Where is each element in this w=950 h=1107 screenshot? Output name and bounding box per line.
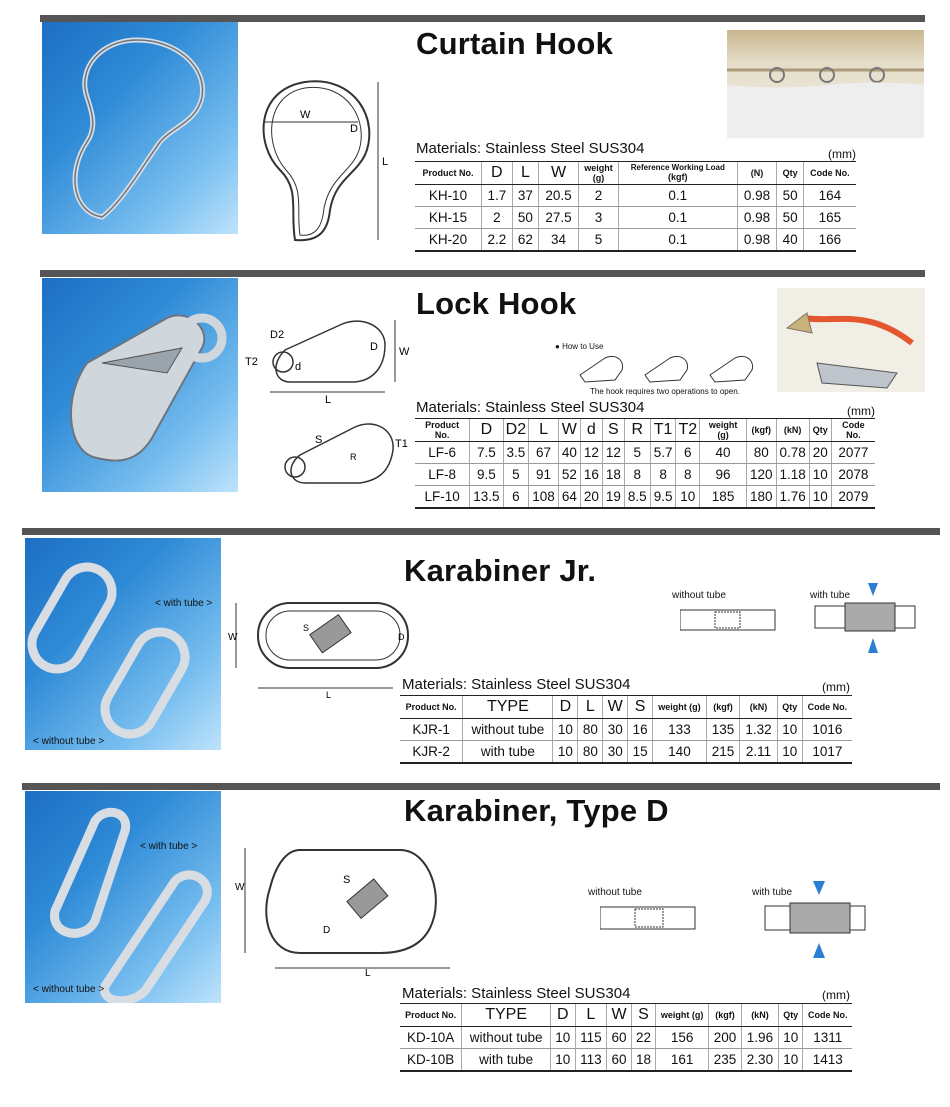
table-cell: KD-10B <box>400 1049 462 1072</box>
table-header-cell: weight (g) <box>653 696 707 719</box>
table-cell: 16 <box>580 464 602 486</box>
arrow-down-icon <box>868 583 878 596</box>
photo-with-tube: < with tube > <box>155 598 213 609</box>
table-header-cell: Product No. <box>415 419 470 442</box>
table-cell: 34 <box>539 229 579 252</box>
table-cell: 7.5 <box>470 442 503 464</box>
curtain-hook-image <box>42 22 238 234</box>
table-header-cell: Code No. <box>802 696 852 719</box>
karabiner-jr-image <box>25 538 221 750</box>
table-header-cell: W <box>558 419 580 442</box>
table-header-cell: d <box>580 419 602 442</box>
table-header-cell: S <box>631 1004 656 1027</box>
table-row <box>400 741 852 764</box>
table-cell: 215 <box>706 741 739 764</box>
table-cell: 1.18 <box>776 464 809 486</box>
table-cell: 10 <box>778 1027 803 1049</box>
section-divider <box>22 528 940 535</box>
table-cell: 1.96 <box>741 1027 778 1049</box>
table-cell: LF-8 <box>415 464 470 486</box>
curtain-hook-title: Curtain Hook <box>416 26 614 61</box>
table-cell: 108 <box>529 486 559 509</box>
table-cell: 40 <box>558 442 580 464</box>
table-cell: 10 <box>777 741 802 764</box>
table-cell: 161 <box>656 1049 709 1072</box>
karabiner-jr-table <box>400 695 852 764</box>
table-row <box>415 442 875 464</box>
section-divider <box>40 270 925 277</box>
table-cell: with tube <box>462 1049 551 1072</box>
table-cell: 15 <box>628 741 653 764</box>
table-header-cell: D <box>470 419 503 442</box>
lock-hook-diagram-bottom <box>265 415 415 500</box>
table-cell: 30 <box>603 741 628 764</box>
curtain-image <box>727 30 924 138</box>
dim-l: L <box>326 690 332 700</box>
table-cell: 8 <box>676 464 700 486</box>
table-cell: 3 <box>578 207 618 229</box>
dim-t2: T2 <box>245 356 258 368</box>
table-header-cell: TYPE <box>462 1004 551 1027</box>
table-cell: 10 <box>809 486 831 509</box>
col-code: Code No. <box>803 162 856 185</box>
table-cell: 2079 <box>831 486 875 509</box>
table-cell: 2 <box>578 185 618 207</box>
table-cell: 22 <box>631 1027 656 1049</box>
karabiner-jr-diagram <box>228 588 428 703</box>
table-cell: 20 <box>580 486 602 509</box>
table-cell: 120 <box>746 464 776 486</box>
table-header-cell: Code No. <box>831 419 875 442</box>
photo-without-tube: < without tube > <box>33 984 105 995</box>
table-cell: 50 <box>512 207 538 229</box>
col-kgf: Reference Working Load (kgf) <box>619 162 738 185</box>
with-tube-diagram <box>760 878 870 963</box>
table-cell: 52 <box>558 464 580 486</box>
table-cell: 8.5 <box>624 486 650 509</box>
table-cell: 1413 <box>803 1049 852 1072</box>
table-cell: 60 <box>607 1049 632 1072</box>
karabiner-d-table <box>400 1003 852 1072</box>
table-header-cell: Product No. <box>400 696 463 719</box>
table-header-cell: L <box>529 419 559 442</box>
table-header-cell: S <box>628 696 653 719</box>
arrow-down-icon <box>813 881 825 895</box>
table-cell: 5 <box>624 442 650 464</box>
curtain-hook-section <box>0 0 950 270</box>
with-tube-diagram <box>810 578 920 658</box>
table-row <box>400 1049 852 1072</box>
table-cell: 50 <box>777 207 803 229</box>
table-cell: 80 <box>746 442 776 464</box>
dim-d2: D2 <box>270 329 285 341</box>
karabiner-jr-photo <box>25 538 221 750</box>
dim-w: W <box>300 109 311 121</box>
table-header-cell: W <box>607 1004 632 1027</box>
table-cell: 115 <box>575 1027 607 1049</box>
table-cell: KH-10 <box>415 185 481 207</box>
table-cell: 60 <box>607 1027 632 1049</box>
dim-d: D <box>398 632 405 642</box>
table-cell: 235 <box>709 1049 742 1072</box>
table-header-cell: Product No. <box>400 1004 462 1027</box>
table-header-cell: L <box>578 696 603 719</box>
section-divider <box>40 15 925 22</box>
table-cell: 6 <box>503 486 529 509</box>
table-row <box>415 185 856 207</box>
without-tube-diagram <box>680 605 780 635</box>
table-cell: 164 <box>803 185 856 207</box>
table-header-cell: (kN) <box>740 696 778 719</box>
table-cell: 27.5 <box>539 207 579 229</box>
table-header-cell: Qty <box>778 1004 803 1027</box>
col-product: Product No. <box>415 162 481 185</box>
dim-s: S <box>303 623 310 633</box>
dim-l: L <box>365 968 371 978</box>
table-header-cell: R <box>624 419 650 442</box>
col-n: (N) <box>737 162 777 185</box>
table-header-cell: (kgf) <box>706 696 739 719</box>
table-cell: 8 <box>650 464 676 486</box>
table-cell: 12 <box>580 442 602 464</box>
dim-w: W <box>399 346 410 358</box>
how-to-use-diagram <box>570 350 780 386</box>
table-cell: 0.1 <box>619 229 738 252</box>
table-cell: 9.5 <box>470 464 503 486</box>
table-cell: 135 <box>706 719 739 741</box>
table-header-cell: S <box>602 419 624 442</box>
table-cell: 133 <box>653 719 707 741</box>
table-cell: 64 <box>558 486 580 509</box>
table-cell: 18 <box>631 1049 656 1072</box>
table-header-cell: D <box>553 696 578 719</box>
dim-s: S <box>315 434 323 446</box>
table-header-cell: W <box>603 696 628 719</box>
materials-label: Materials: Stainless Steel SUS304 <box>416 140 645 157</box>
table-cell: 180 <box>746 486 776 509</box>
table-cell: 2.11 <box>740 741 778 764</box>
table-header-cell: D <box>551 1004 576 1027</box>
table-cell: 0.98 <box>737 229 777 252</box>
table-header-cell: (kN) <box>741 1004 778 1027</box>
photo-with-tube: < with tube > <box>140 841 198 852</box>
table-cell: 2.30 <box>741 1049 778 1072</box>
table-cell: 37 <box>512 185 538 207</box>
table-row <box>415 229 856 252</box>
table-cell: 96 <box>700 464 747 486</box>
table-cell: 80 <box>578 719 603 741</box>
col-qty: Qty <box>777 162 803 185</box>
table-cell: 13.5 <box>470 486 503 509</box>
table-header-cell: Qty <box>809 419 831 442</box>
lock-hook-inset <box>777 288 925 392</box>
table-cell: 0.1 <box>619 185 738 207</box>
table-cell: KH-20 <box>415 229 481 252</box>
table-header-cell: weight (g) <box>700 419 747 442</box>
dim-l: L <box>382 156 389 168</box>
table-cell: 6 <box>676 442 700 464</box>
karabiner-d-diagram <box>230 838 465 978</box>
photo-without-tube: < without tube > <box>33 736 105 747</box>
curtain-hook-table <box>415 161 856 252</box>
table-cell: 1017 <box>802 741 852 764</box>
table-cell: 5.7 <box>650 442 676 464</box>
table-header-cell: (kgf) <box>709 1004 742 1027</box>
table-cell: 185 <box>700 486 747 509</box>
table-cell: 10 <box>551 1049 576 1072</box>
table-cell: 50 <box>777 185 803 207</box>
table-cell: 10 <box>551 1027 576 1049</box>
table-cell: 10 <box>777 719 802 741</box>
table-cell: 19 <box>602 486 624 509</box>
table-row <box>400 719 852 741</box>
col-weight: weight (g) <box>578 162 618 185</box>
table-cell: 10 <box>809 464 831 486</box>
karabiner-d-title: Karabiner, Type D <box>404 793 669 828</box>
how-to-use-label: ● How to Use <box>555 342 604 351</box>
table-header-cell: TYPE <box>463 696 553 719</box>
table-cell: 10 <box>553 741 578 764</box>
karabiner-d-section <box>0 783 950 1107</box>
arrow-up-icon <box>868 638 878 653</box>
dim-r: R <box>350 452 357 462</box>
unit-label: (mm) <box>822 988 850 1002</box>
lock-hook-table <box>415 418 875 509</box>
dim-w: W <box>228 632 238 643</box>
table-cell: 0.98 <box>737 185 777 207</box>
table-cell: 10 <box>778 1049 803 1072</box>
col-w: W <box>539 162 579 185</box>
table-cell: 40 <box>777 229 803 252</box>
lock-hook-image <box>42 278 238 492</box>
lanyard-image <box>777 288 925 392</box>
table-cell: 2 <box>481 207 512 229</box>
karabiner-d-image <box>25 791 221 1003</box>
table-cell: LF-10 <box>415 486 470 509</box>
unit-label: (mm) <box>847 404 875 418</box>
table-cell: 1.76 <box>776 486 809 509</box>
table-cell: 5 <box>578 229 618 252</box>
table-cell: LF-6 <box>415 442 470 464</box>
curtain-hook-diagram <box>250 70 410 250</box>
table-row <box>415 207 856 229</box>
lock-hook-photo <box>42 278 238 492</box>
materials-label: Materials: Stainless Steel SUS304 <box>402 985 631 1002</box>
table-cell: 30 <box>603 719 628 741</box>
table-header-cell: (kgf) <box>746 419 776 442</box>
table-cell: 0.78 <box>776 442 809 464</box>
with-tube-label: with tube <box>752 887 793 898</box>
dim-d: d <box>295 361 302 373</box>
how-to-note: The hook requires two operations to open. <box>590 387 740 396</box>
table-cell: 12 <box>602 442 624 464</box>
dim-s: S <box>343 874 351 886</box>
table-cell: 3.5 <box>503 442 529 464</box>
table-cell: 91 <box>529 464 559 486</box>
table-header-cell: T2 <box>676 419 700 442</box>
table-cell: 20 <box>809 442 831 464</box>
table-cell: KH-15 <box>415 207 481 229</box>
curtain-photo-inset <box>727 30 924 138</box>
without-tube-diagram <box>600 901 700 935</box>
table-cell: with tube <box>463 741 553 764</box>
table-cell: 10 <box>553 719 578 741</box>
table-cell: 156 <box>656 1027 709 1049</box>
materials-label: Materials: Stainless Steel SUS304 <box>402 676 631 693</box>
lock-hook-title: Lock Hook <box>416 286 577 321</box>
table-cell: 20.5 <box>539 185 579 207</box>
table-cell: without tube <box>462 1027 551 1049</box>
materials-label: Materials: Stainless Steel SUS304 <box>416 399 645 416</box>
unit-label: (mm) <box>822 680 850 694</box>
col-d: D <box>481 162 512 185</box>
col-l: L <box>512 162 538 185</box>
curtain-hook-photo <box>42 22 238 234</box>
table-row <box>415 464 875 486</box>
dim-l: L <box>325 394 332 405</box>
table-cell: 0.98 <box>737 207 777 229</box>
table-header-cell: T1 <box>650 419 676 442</box>
table-cell: 1.7 <box>481 185 512 207</box>
lock-hook-section <box>0 270 950 532</box>
dim-d: D <box>350 123 358 135</box>
table-cell: 80 <box>578 741 603 764</box>
table-cell: without tube <box>463 719 553 741</box>
table-cell: 40 <box>700 442 747 464</box>
table-cell: 10 <box>676 486 700 509</box>
table-header-cell: D2 <box>503 419 529 442</box>
table-cell: 0.1 <box>619 207 738 229</box>
table-cell: 165 <box>803 207 856 229</box>
karabiner-d-photo <box>25 791 221 1003</box>
dim-d: D <box>323 925 331 936</box>
table-cell: 5 <box>503 464 529 486</box>
table-cell: 200 <box>709 1027 742 1049</box>
table-cell: 16 <box>628 719 653 741</box>
table-cell: 166 <box>803 229 856 252</box>
table-header-cell: Code No. <box>803 1004 852 1027</box>
lock-hook-diagram-top <box>245 310 415 405</box>
dim-t1: T1 <box>395 438 408 450</box>
dim-w: W <box>235 882 245 893</box>
table-row <box>400 1027 852 1049</box>
table-header-cell: L <box>575 1004 607 1027</box>
with-tube-label: with tube <box>810 590 851 601</box>
table-cell: 2.2 <box>481 229 512 252</box>
dim-dd: D <box>370 341 378 353</box>
table-header-cell: (kN) <box>776 419 809 442</box>
karabiner-jr-section <box>0 528 950 783</box>
table-cell: 140 <box>653 741 707 764</box>
table-cell: 8 <box>624 464 650 486</box>
table-cell: 1016 <box>802 719 852 741</box>
table-cell: 2078 <box>831 464 875 486</box>
table-cell: 18 <box>602 464 624 486</box>
table-cell: 1311 <box>803 1027 852 1049</box>
table-cell: 1.32 <box>740 719 778 741</box>
table-row <box>415 486 875 509</box>
table-cell: 113 <box>575 1049 607 1072</box>
table-cell: 62 <box>512 229 538 252</box>
without-tube-label: without tube <box>588 887 642 898</box>
unit-label: (mm) <box>828 147 856 161</box>
table-cell: KJR-2 <box>400 741 463 764</box>
arrow-up-icon <box>813 943 825 958</box>
section-divider <box>22 783 940 790</box>
karabiner-jr-title: Karabiner Jr. <box>404 553 597 588</box>
table-header-cell: Qty <box>777 696 802 719</box>
table-cell: 67 <box>529 442 559 464</box>
table-cell: KD-10A <box>400 1027 462 1049</box>
table-cell: 2077 <box>831 442 875 464</box>
table-cell: KJR-1 <box>400 719 463 741</box>
table-cell: 9.5 <box>650 486 676 509</box>
without-tube-label: without tube <box>672 590 726 601</box>
table-header-cell: weight (g) <box>656 1004 709 1027</box>
